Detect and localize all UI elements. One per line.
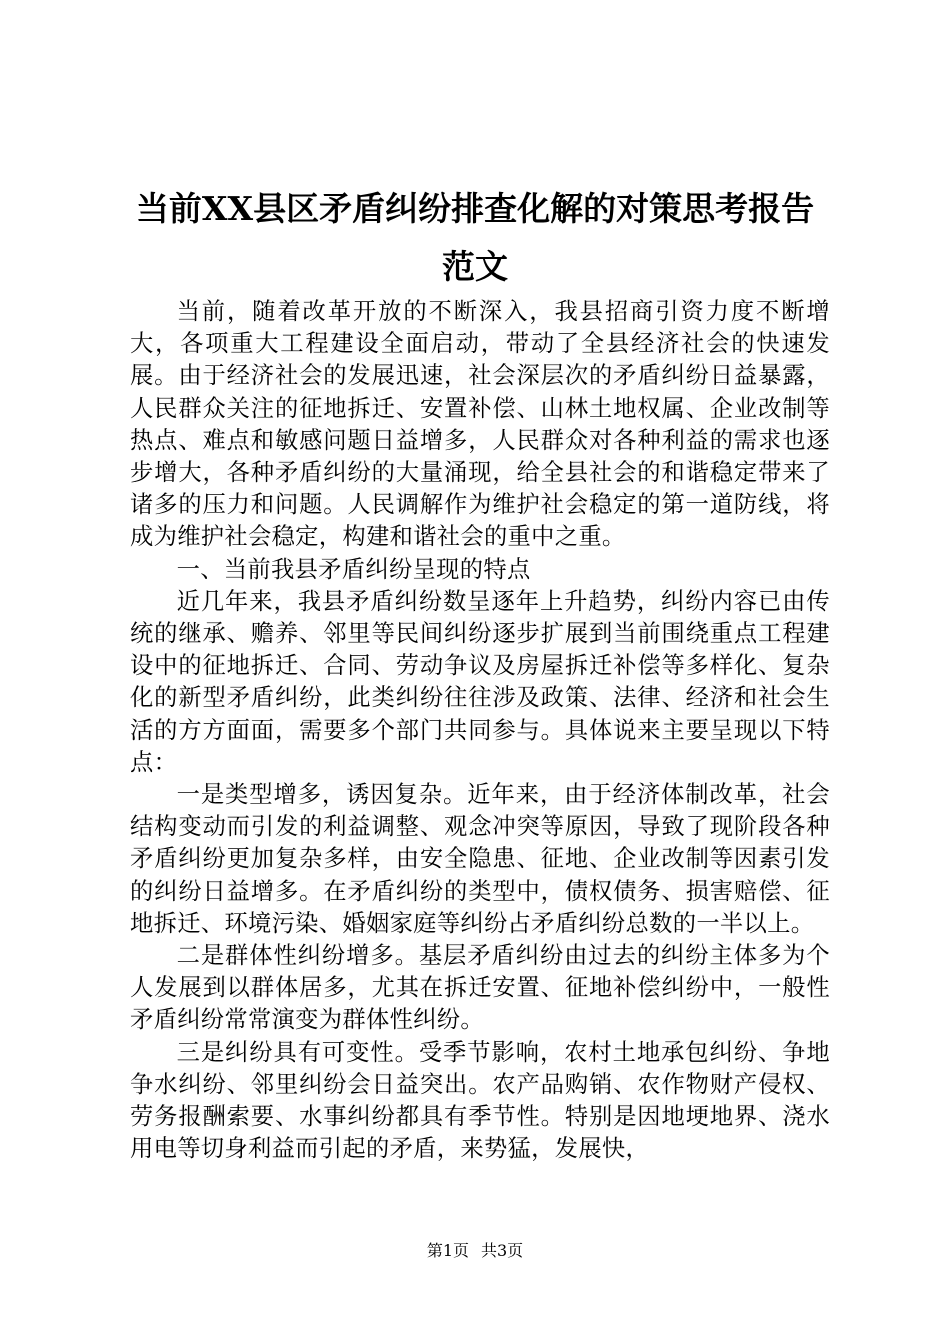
- paragraph-point-one: 一是类型增多，诱因复杂。近年来，由于经济体制改革，社会结构变动而引发的利益调整、观念冲突等原因，导致了现阶段各种矛盾纠纷更加复杂多样，由安全隐患、征地、企业改制等因素引发的纠纷日益增多。在矛盾纠纷的类型中，债权债务、损害赔偿、征地拆迁、环境污染、婚姻家庭等纠纷占矛盾纠纷总数的一半以上。: [130, 781, 830, 937]
- document-body: [130, 296, 830, 1165]
- page-number: 第1页: [426, 1241, 469, 1260]
- page-total: 共3页: [481, 1241, 524, 1260]
- paragraph-point-two: 二是群体性纠纷增多。基层矛盾纠纷由过去的纠纷主体多为个人发展到以群体居多，尤其在拆迁安置、征地补偿纠纷中，一般性矛盾纠纷常常演变为群体性纠纷。: [130, 942, 830, 1034]
- paragraph-point-three: 三是纠纷具有可变性。受季节影响，农村土地承包纠纷、争地争水纠纷、邻里纠纷会日益突出。农产品购销、农作物财产侵权、劳务报酬索要、水事纠纷都具有季节性。特别是因地埂地界、浇水用电等切身利益而引起的矛盾，来势猛，发展快，: [130, 1038, 830, 1163]
- paragraph-intro: 当前，随着改革开放的不断深入，我县招商引资力度不断增大，各项重大工程建设全面启动，带动了全县经济社会的快速发展。由于经济社会的发展迅速，社会深层次的矛盾纠纷日益暴露，人民群众关注的征地拆迁、安置补偿、山林土地权属、企业改制等热点、难点和敏感问题日益增多，人民群众对各种利益的需求也逐步增大，各种矛盾纠纷的大量涌现，给全县社会的和谐稳定带来了诸多的压力和问题。人民调解作为维护社会稳定的第一道防线，将成为维护社会稳定，构建和谐社会的重中之重。: [130, 298, 830, 551]
- page-footer: [0, 1241, 950, 1261]
- document-title: 当前XX县区矛盾纠纷排查化解的对策思考报告范文: [135, 189, 815, 286]
- paragraph-overview: 近几年来，我县矛盾纠纷数呈逐年上升趋势，纠纷内容已由传统的继承、赡养、邻里等民间纠纷逐步扩展到当前围绕重点工程建设中的征地拆迁、合同、劳动争议及房屋拆迁补偿等多样化、复杂化的新型矛盾纠纷，此类纠纷往往涉及政策、法律、经济和社会生活的方方面面，需要多个部门共同参与。具体说来主要呈现以下特点：: [130, 587, 830, 776]
- section-heading: 一、当前我县矛盾纠纷呈现的特点: [176, 555, 531, 583]
